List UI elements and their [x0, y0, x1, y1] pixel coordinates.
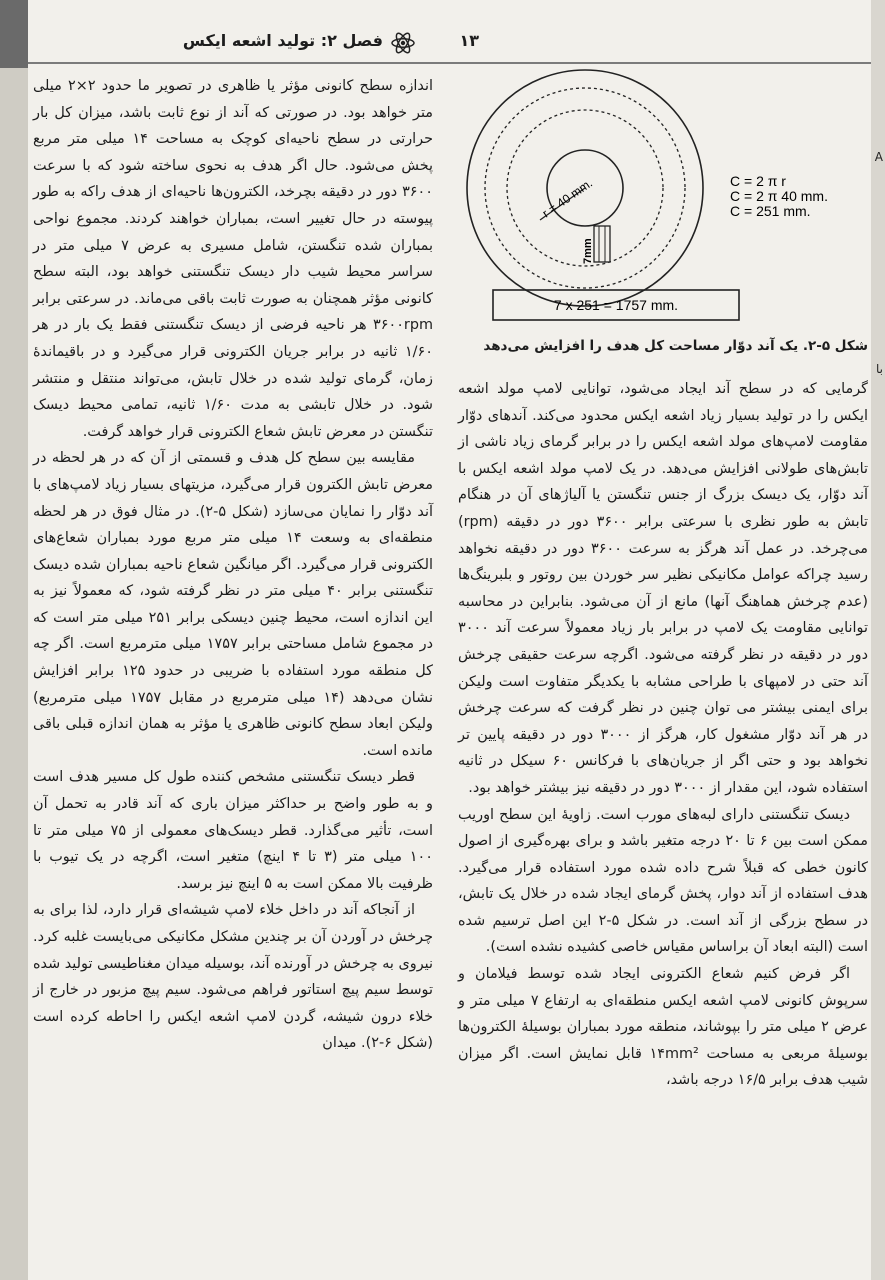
page-number: ۱۳ — [459, 31, 479, 50]
paragraph: قطر دیسک تنگستنی مشخص کننده طول کل مسیر هدف است و به طور واضح بر حداکثر میزان باری که آند قادر به تحمل آن است، تأثیر می‌گذارد. قطر دیسک‌های معمولی از ۷۵ میلی متر تا ۱۰۰ میلی متر (۳ تا ۴ اینچ) متغیر است، اگرچه در یک تیوب با ظرفیت بالا ممکن است به ۵ اینچ نیز برسد. — [33, 769, 433, 892]
chapter-title: فصل ۲: تولید اشعه ایکس — [182, 31, 383, 50]
radius-label: r = 40 mm. — [539, 175, 595, 221]
header-rule — [28, 62, 871, 64]
formula-line: C = 2 π 40 mm. — [730, 188, 828, 204]
formula-line: C = 251 mm. — [730, 203, 811, 219]
left-page-edge — [0, 0, 28, 1280]
book-page — [28, 0, 871, 1280]
paragraph: اگر فرض کنیم شعاع الکترونی ایجاد شده توسط فیلامان و سرپوش کانونی لامپ اشعه ایکس منطقه‌ای به ارتفاع ۷ میلی متر و عرض ۲ میلی متر را بپوشاند، منطقه مورد بمباران بوسیلهٔ الکترون‌ها بوسیلهٔ مربعی به مساحت ۱۴mm² قابل نمایش است. اگر میزان شیب هدف برابر ۱۶/۵ درجه باشد، — [458, 966, 868, 1089]
margin-letter: A — [874, 150, 883, 164]
formula-line: C = 2 π r — [730, 173, 786, 189]
left-page-tab — [0, 0, 28, 68]
strip-width-label: 7mm — [582, 238, 594, 264]
right-text-column — [458, 376, 868, 1094]
paragraph: اندازه سطح کانونی مؤثر یا ظاهری در تصویر ما حدود ۲×۲ میلی متر خواهد بود. در صورتی که آند از نوع ثابت باشد، میزان کل بار حرارتی در سطح ناحیه‌ای کوچک به مساحت ۱۴ میلی متر مربع پخش می‌شود. حال اگر هدف به نحوی ساخته شود که با سرعت ۳۶۰۰ دور در دقیقه بچرخد، الکترون‌ها ناحیه‌ای از هدف راکه به طور پیوسته در حال تغییر است، بمباران خواهند کردند. مجموع نواحی بمباران شده تنگستن، شامل مسیری به عرض ۷ میلی متر در سراسر محیط شیب دار دیسک تنگستنی خواهد بود، البته سطح کانونی مؤثر همچنان به صورت ثابت باقی می‌ماند. در سرعتی برابر ۳۶۰۰rpm هر ناحیه فرضی از دیسک تنگستنی فقط یک بار در هر ۱/۶۰ ثانیه در برابر جریان الکترونی قرار می‌گیرد و در باقیماندهٔ زمان، گرمای تولید شده در خلال تابش، می‌تواند منتقل و منتشر شود. در خلال تابشی به مدت ۱/۶۰ ثانیه، تمامی محیط دیسک تنگستن در معرض تابش شعاع الکترونی قرار خواهد گرفت. — [33, 78, 433, 440]
page-header — [28, 28, 871, 64]
paragraph: گرمایی که در سطح آند ایجاد می‌شود، توانایی لامپ مولد اشعه ایکس را در تولید بسیار زیاد اشعه ایکس محدود می‌کند. آندهای دوّار مقاومت لامپ‌های مولد اشعه ایکس را در برابر گرمای زیاد ناشی از تابش‌های طولانی افزایش می‌دهد. در یک لامپ مولد اشعه ایکس با آند دوّار، یک دیسک بزرگ از جنس تنگستن یا آلیاژهای آن در هنگام تابش به طور نظری با سرعتی برابر ۳۶۰۰ دور در دقیقه (rpm) می‌چرخد. در عمل آند هرگز به سرعت ۳۶۰۰ دور در دقیقه نخواهد رسید چراکه عوامل مکانیکی نظیر سر خوردن بین روتور و بلبرینگ‌ها (عدم چرخش هماهنگ آنها) مانع از آن می‌شود. بنابراین در محاسبه توانایی مقاومت یک لامپ در برابر بار زیاد معمولاً سرعت آند ۳۰۰۰ دور در دقیقه در نظر گرفته می‌شود. اگرچه سرعت حقیقی چرخش آند حتی در لامپهای با طراحی مشابه با یکدیگر متفاوت است ولیکن برای ایمنی بیشتر می توان چنین در نظر گرفت که سرعت چرخش در هر آند دوّار مشغول کار، هرگز از ۳۰۰۰ دور در دقیقه پایین تر نخواهد بود و حتی اگر از جریان‌های با فرکانس ۶۰ سیکل در ثانیه استفاده شود، این مقدار از ۳۰۰۰ دور در دقیقه نیز بیشتر خواهد بود. — [458, 381, 868, 796]
focal-spot-strip — [594, 226, 610, 262]
paragraph: مقایسه بین سطح کل هدف و قسمتی از آن که در هر لحظه در معرض تابش الکترون قرار می‌گیرد، مزیتهای بسیار زیاد لامپ‌های با آند دوّار را نمایان می‌سازد (شکل ۵-۲). در مثال فوق در هر لحظه منطقه‌ای به وسعت ۱۴ میلی متر مربع مورد بمباران شعاع‌های الکترونی قرار می‌گیرد. اگر میانگین شعاع ناحیه بمباران شده دیسک تنگستنی برابر ۴۰ میلی متر در نظر گرفته شود، که معمولاً نیز به این اندازه است، محیط چنین دیسکی برابر ۲۵۱ میلی متر است که در مجموع شامل مساحتی برابر ۱۷۵۷ میلی مترمربع است. اگر چه کل منطقه مورد استفاده با ضریبی در حدود ۱۲۵ برابر افزایش نشان می‌دهد (۱۴ میلی مترمربع در مقابل ۱۷۵۷ میلی مترمربع) ولیکن ابعاد سطح کانونی ظاهری یا مؤثر به همان اندازه قبلی باقی مانده است. — [33, 450, 434, 759]
rotating-anode-figure — [460, 68, 866, 330]
area-box-text: 7 x 251 = 1757 mm. — [553, 297, 679, 313]
left-text-column — [33, 73, 433, 1057]
margin-letter: با — [876, 362, 883, 376]
paragraph: از آنجاکه آند در داخل خلاء لامپ شیشه‌ای قرار دارد، لذا برای به چرخش در آوردن آن بر چندین مشکل مکانیکی می‌بایست غلبه کرد. نیروی به چرخش در آورنده آند، بوسیله میدان مغناطیسی تولید شده توسط سیم پیچ استاتور فراهم می‌شود. سیم پیچ مزبور در خارج از خلاء درون شیشه، گردن لامپ اشعه ایکس را احاطه کرده است (شکل ۶-۲). میدان — [33, 902, 433, 1052]
right-page-edge — [871, 0, 885, 1280]
figure-caption: شکل ۵-۲. یک آند دوّار مساحت کل هدف را افزایش می‌دهد — [483, 338, 868, 354]
atom-icon — [390, 30, 416, 56]
paragraph: دیسک تنگستنی دارای لبه‌های مورب است. زاویهٔ این سطح اوریب ممکن است بین ۶ تا ۲۰ درجه متغیر باشد و برای بهره‌گیری از اصول کانون خطی که قبلاً شرح داده شده مورد استفاده قرار می‌گیرد. هدف استفاده از آند دوار، پخش گرمای ایجاد شده در خلال یک تابش، در سطح بزرگی از آند است. در شکل ۵-۲ این اصل ترسیم شده است (البته ابعاد آن براساس مقیاس خاصی کشیده نشده است). — [458, 806, 869, 956]
